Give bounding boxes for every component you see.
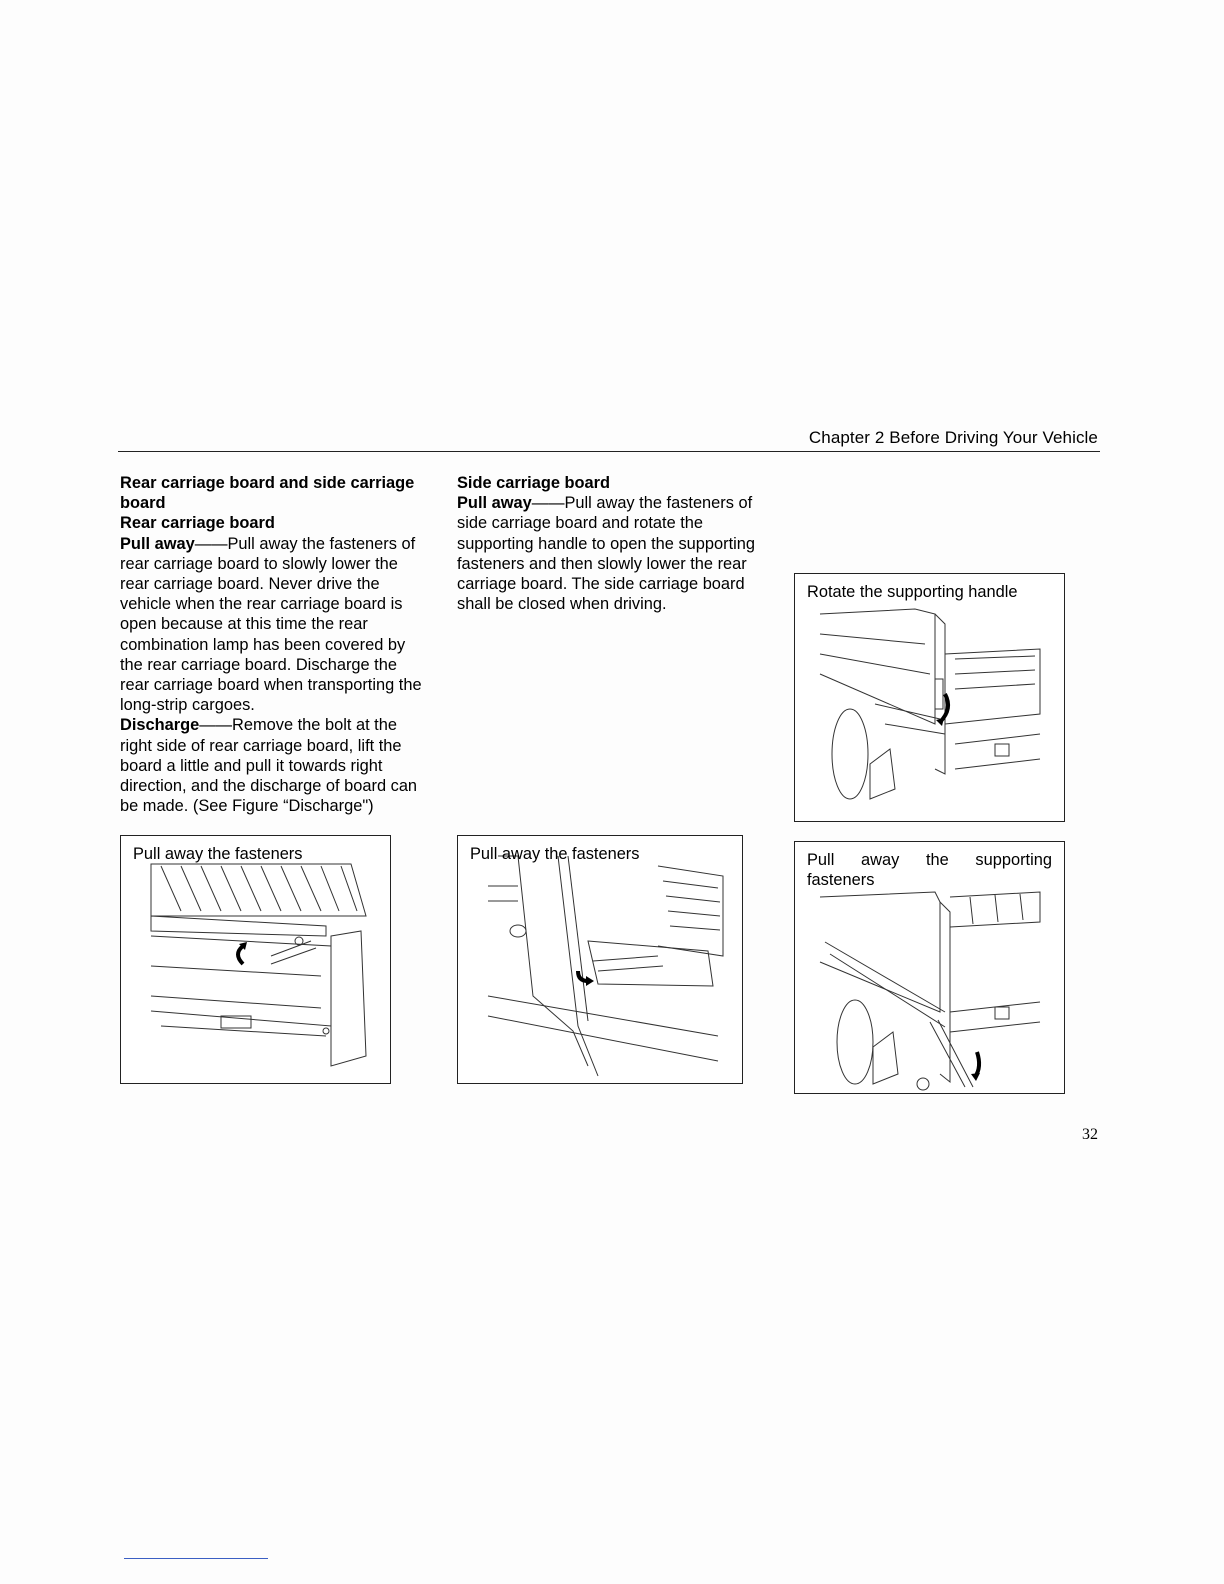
caption-word: Pull — [807, 851, 835, 869]
caption-line-1 — [807, 850, 1052, 870]
supporting-fasteners-caption — [807, 850, 1052, 890]
side-pull-away-text: ——Pull away the fasteners of side carriage board and rotate the supporting handle to open the supporting fasteners and then slowly lower the rear carriage board. The side carriage board shall be closed when driving. — [457, 494, 755, 614]
caption-word: away — [861, 851, 900, 869]
middle-column — [457, 473, 767, 614]
figure-rear-fasteners — [120, 835, 391, 1084]
caption-word: supporting — [975, 851, 1052, 869]
rotate-handle-illustration — [795, 574, 1065, 822]
pull-away-paragraph — [120, 534, 425, 716]
caption-word: the — [925, 851, 949, 869]
figure-rotate-handle — [794, 573, 1065, 822]
side-fasteners-caption: Pull away the fasteners — [470, 845, 640, 863]
rear-fasteners-illustration — [121, 836, 391, 1084]
pull-away-text: ——Pull away the fasteners of rear carriage board to slowly lower the rear carriage board. Never drive the vehicle when the rear carriage board is open because at this time the rear combination lamp has been covered by the rear carriage board. Discharge the rear carriage board when transporting the long-strip cargoes. — [120, 534, 422, 715]
chapter-title: Chapter 2 Before Driving Your Vehicle — [808, 428, 1098, 447]
figure-side-fasteners — [457, 835, 743, 1084]
side-pull-away-paragraph — [457, 493, 767, 614]
discharge-paragraph — [120, 715, 425, 816]
header-divider — [118, 451, 1100, 452]
rotate-handle-caption: Rotate the supporting handle — [807, 583, 1018, 601]
left-column — [120, 473, 425, 816]
pull-away-term: Pull away — [120, 534, 195, 553]
side-fasteners-illustration — [458, 836, 743, 1084]
caption-line-2: fasteners — [807, 871, 875, 889]
rear-fasteners-caption: Pull away the fasteners — [133, 845, 303, 863]
figure-supporting-fasteners — [794, 841, 1065, 1094]
section-heading: Rear carriage board and side carriage board — [120, 474, 415, 513]
footnote-divider — [124, 1558, 268, 1559]
page-number: 32 — [1082, 1126, 1098, 1143]
side-pull-away-term: Pull away — [457, 494, 532, 513]
side-board-heading: Side carriage board — [457, 474, 611, 492]
discharge-text: ——Remove the bolt at the right side of rear carriage board, lift the board a little and pull it towards right direction, and the discharge of board can be made. (See Figure “Discharge") — [120, 716, 418, 816]
subsection-heading: Rear carriage board — [120, 514, 275, 533]
discharge-term: Discharge — [120, 716, 200, 735]
